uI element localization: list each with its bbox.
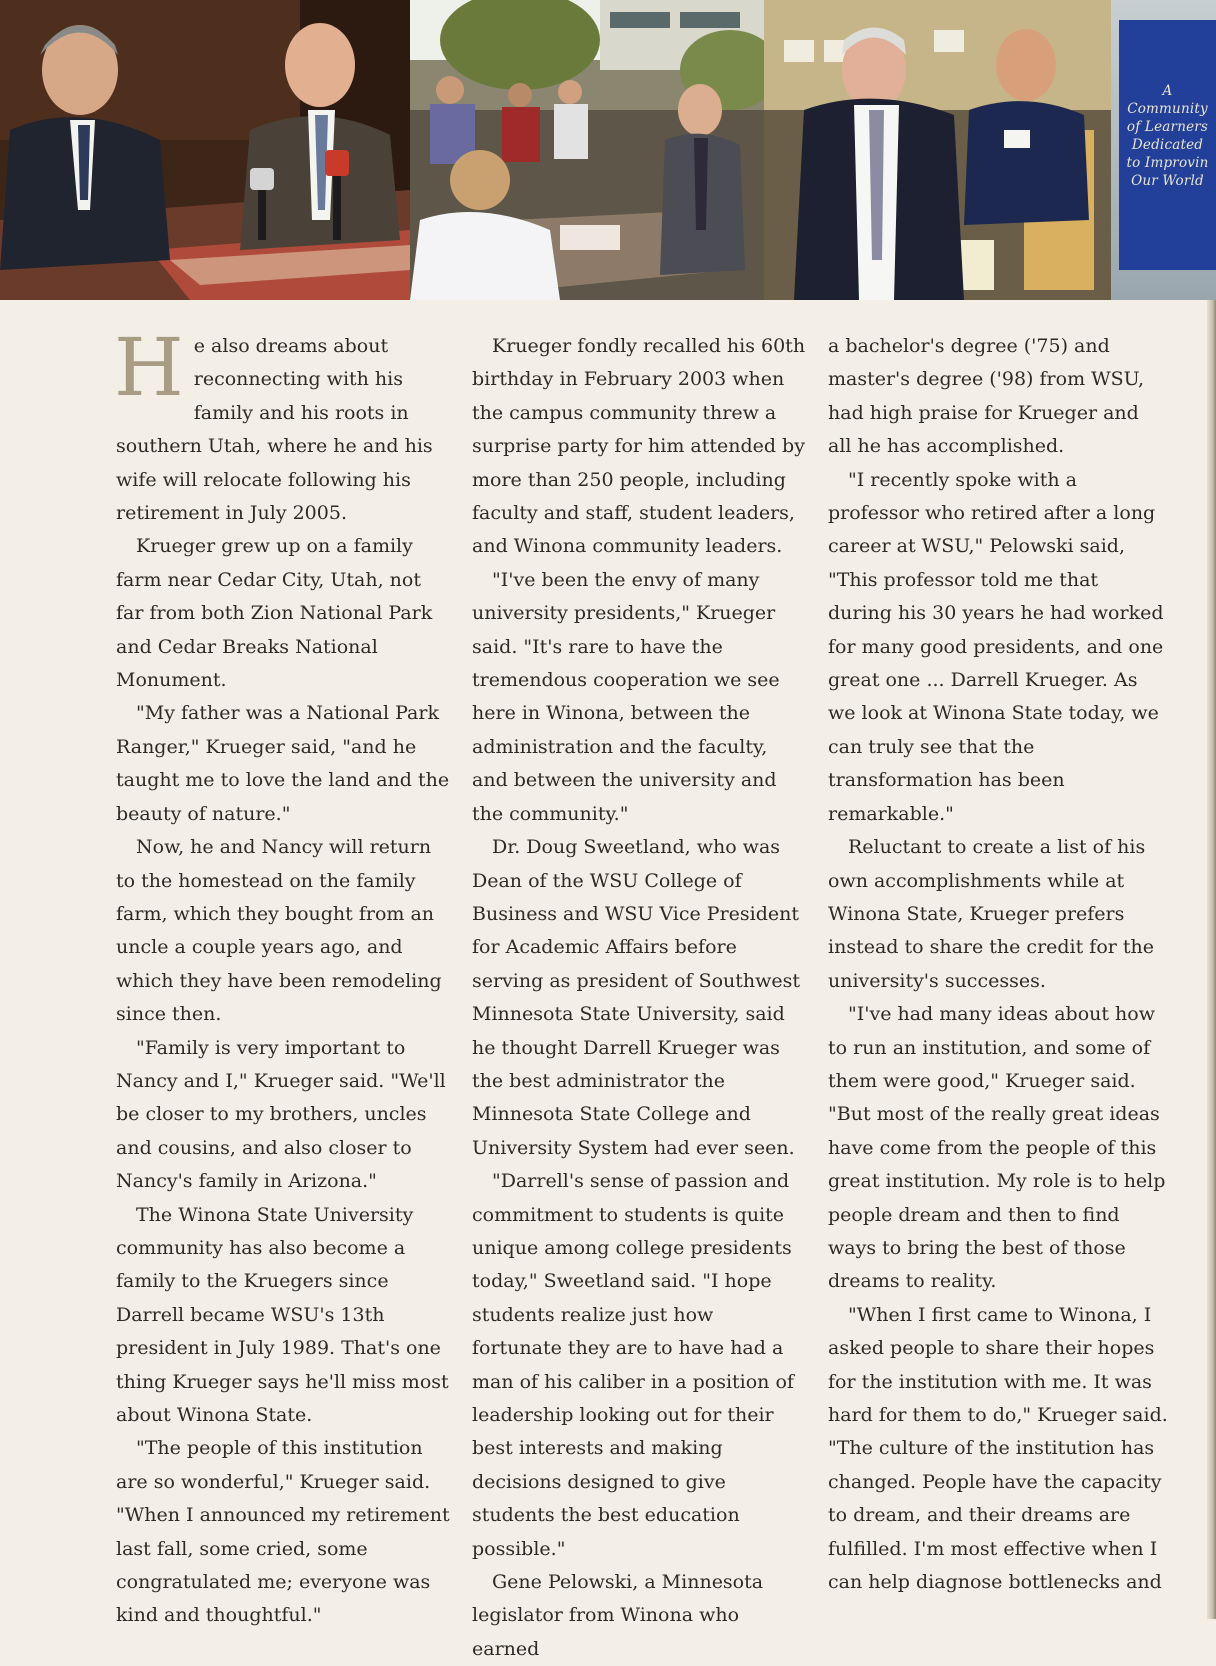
paragraph: "When I first came to Winona, I asked people to share their hopes for the institution with me. It was hard for them to do," Krueger said. "The culture of the institution has changed. People have the capacity to dream, and their dreams are fulfilled. I'm most effective when I can help diagnose bottlenecks and <box>828 1303 1168 1594</box>
paragraph: a bachelor's degree ('75) and master's degree ('98) from WSU, had high praise for Krueger and all he has accomplished. <box>828 335 1144 458</box>
article-column-3 <box>828 330 1168 1599</box>
paragraph: "The people of this institution are so wonderful," Krueger said. "When I announced my retirement last fall, some cried, some congratulated me; everyone was kind and thoughtful." <box>116 1437 450 1627</box>
paragraph: "I've had many ideas about how to run an institution, and some of them were good," Krueger said. "But most of the really great ideas have come from the people of this great institution. My role is to help people dream and then to find ways to bring the best of those dreams to reality. <box>828 1003 1166 1293</box>
paragraph: Krueger fondly recalled his 60th birthday in February 2003 when the campus community threw a surprise party for him attended by more than 250 people, including faculty and staff, student leaders, and Winona community leaders. <box>472 335 806 558</box>
article-column-1 <box>114 321 452 1633</box>
paragraph: "I recently spoke with a professor who retired after a long career at WSU," Pelowski said, "This professor told me that during his 30 years he had worked for many good presidents, and one great one ... Darrell Krueger. As we look at Winona State today, we can truly see that the transformation has been remarkable." <box>828 468 1164 825</box>
paragraph: "Family is very important to Nancy and I," Krueger said. "We'll be closer to my brothers, uncles and cousins, and also closer to Nancy's family in Arizona." <box>116 1036 446 1193</box>
paragraph: Reluctant to create a list of his own accomplishments while at Winona State, Krueger prefers instead to share the credit for the university's successes. <box>828 836 1155 992</box>
photo-jacket-presentation <box>764 0 1111 300</box>
paragraph <box>114 321 452 530</box>
university-banner <box>1119 20 1216 270</box>
paragraph: Now, he and Nancy will return to the homestead on the family farm, which they bought from an uncle a couple years ago, and which they have been remodeling since then. <box>116 836 442 1026</box>
paragraph: "My father was a National Park Ranger," Krueger said, "and he taught me to love the land and the beauty of nature." <box>116 702 450 825</box>
article-column-2 <box>472 330 808 1666</box>
paragraph: Dr. Doug Sweetland, who was Dean of the WSU College of Business and WSU Vice President for Academic Affairs before serving as president of Southwest Minnesota State University, said he thought Darrell Krueger was the best administrator the Minnesota State College and University System had ever seen. <box>472 836 801 1159</box>
paragraph: "Darrell's sense of passion and commitment to students is quite unique among college presidents today," Sweetland said. "I hope students realize just how fortunate they are to have had a man of his caliber in a position of leadership looking out for their best interests and making decisions designed to give students the best education possible." <box>472 1170 794 1560</box>
photo-press-conference <box>0 0 410 300</box>
banner-text: A Community of Learners Dedicated to Improvin Our World <box>1126 83 1209 189</box>
paragraph: "I've been the envy of many university presidents," Krueger said. "It's rare to have the tremendous cooperation we see here in Winona, between the administration and the faculty, and between the university and the community." <box>472 568 780 825</box>
paragraph-text: e also dreams about reconnecting with his family and his roots in southern Utah, where he and his wife will relocate following his retirement in July 2005. <box>116 335 433 525</box>
photo-jacket-presentation-illustration <box>764 0 1111 300</box>
paragraph: Gene Pelowski, a Minnesota legislator from Winona who earned <box>472 1571 764 1660</box>
photo-campus-event <box>410 0 764 300</box>
photo-banner <box>1111 0 1216 300</box>
photo-press-conference-illustration <box>0 0 410 300</box>
page-edge-shadow <box>1207 300 1216 1619</box>
photo-strip <box>0 0 1216 300</box>
paragraph: The Winona State University community has also become a family to the Kruegers since Darrell became WSU's 13th president in July 1989. That's one thing Krueger says he'll miss most about Winona State. <box>116 1203 449 1426</box>
photo-campus-event-illustration <box>410 0 764 300</box>
drop-cap: H <box>114 321 184 414</box>
paragraph: Krueger grew up on a family farm near Cedar City, Utah, not far from both Zion National Park and Cedar Breaks National Monument. <box>116 535 433 692</box>
